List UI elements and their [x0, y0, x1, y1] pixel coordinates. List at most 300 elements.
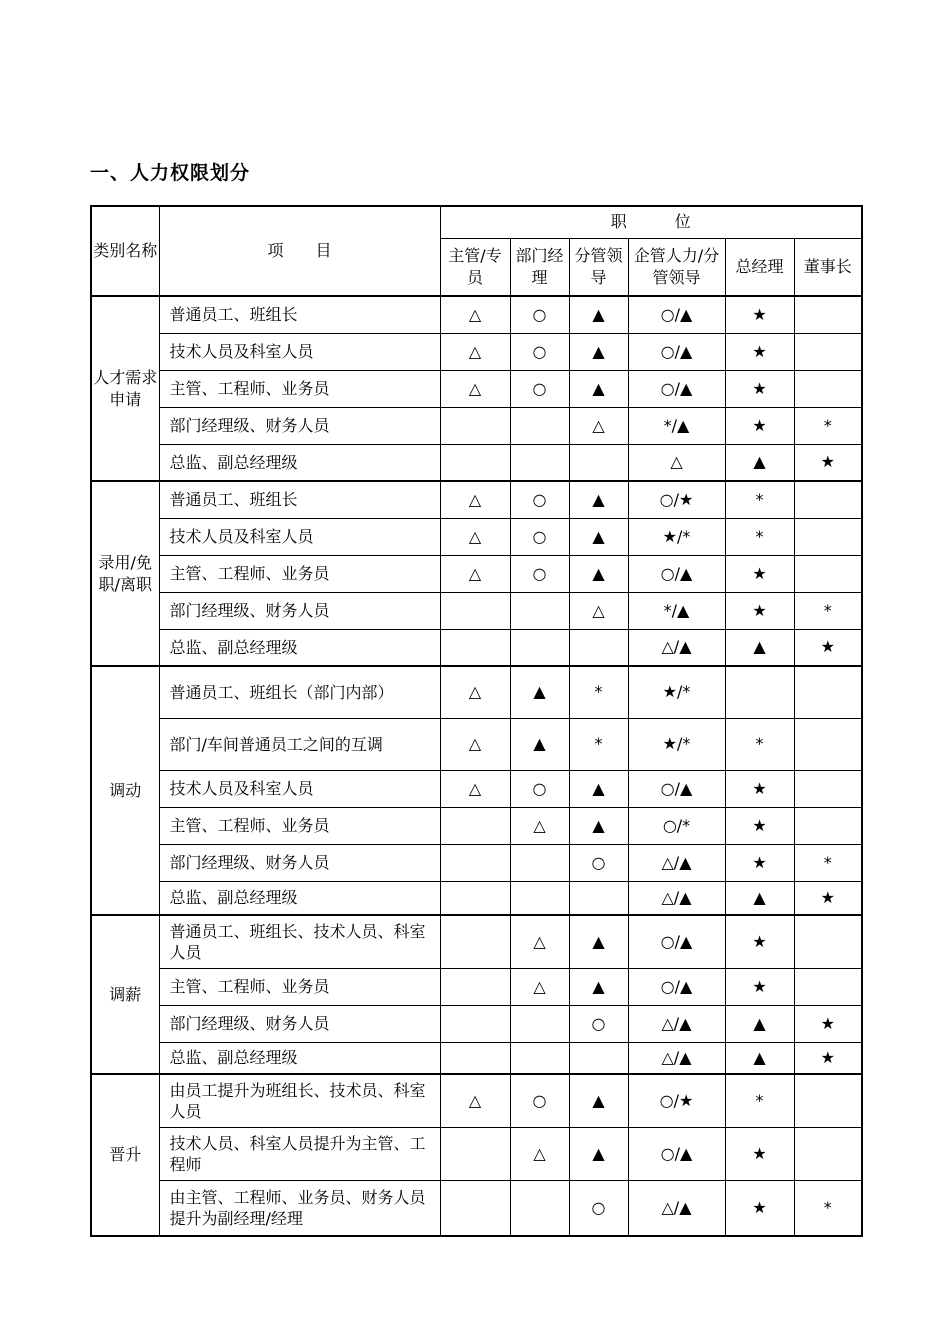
cell-division-leader	[569, 518, 628, 555]
cell-general-manager	[725, 296, 794, 333]
header-position-3	[569, 238, 628, 296]
cell-general-manager	[725, 881, 794, 915]
item-label: 技术人员及科室人员	[169, 779, 314, 798]
cell-general-manager	[725, 666, 794, 718]
item-cell	[159, 481, 440, 518]
item-label: 由员工提升为班组长、技术员、科室人员	[169, 1080, 426, 1121]
cell-chairman	[794, 770, 862, 807]
table-row	[91, 666, 862, 718]
cell-chairman	[794, 629, 862, 666]
category-label: 人才需求申请	[93, 367, 158, 409]
cell-general-manager	[725, 844, 794, 881]
cell-dept-manager	[510, 770, 569, 807]
authority-symbol: ▲	[753, 887, 766, 907]
authority-symbol: ○	[591, 852, 606, 872]
authority-symbol: *	[755, 1090, 764, 1110]
authority-symbol: *	[823, 1197, 832, 1217]
authority-symbol: ▲	[592, 341, 605, 361]
authority-symbol: ▲	[592, 526, 605, 546]
authority-symbol: ★	[752, 931, 767, 951]
authority-symbol: ○/▲	[660, 378, 693, 398]
cell-admin-hr-leader	[628, 915, 725, 968]
cell-general-manager	[725, 444, 794, 481]
item-cell	[159, 881, 440, 915]
authority-symbol: ★	[752, 378, 767, 398]
cell-division-leader	[569, 333, 628, 370]
authority-symbol: ○	[532, 563, 547, 583]
cell-dept-manager	[510, 555, 569, 592]
item-cell	[159, 718, 440, 770]
cell-admin-hr-leader	[628, 1042, 725, 1074]
cell-chairman	[794, 333, 862, 370]
cell-division-leader	[569, 770, 628, 807]
cell-division-leader	[569, 296, 628, 333]
header-position-6	[794, 238, 862, 296]
authority-symbol: ★/*	[662, 682, 691, 702]
cell-general-manager	[725, 592, 794, 629]
authority-symbol: ○	[532, 778, 547, 798]
cell-chairman	[794, 807, 862, 844]
cell-admin-hr-leader	[628, 481, 725, 518]
table-row	[91, 915, 862, 968]
cell-general-manager	[725, 370, 794, 407]
cell-admin-hr-leader	[628, 1180, 725, 1236]
item-label: 部门经理级、财务人员	[169, 416, 330, 435]
authority-symbol: ○/▲	[660, 778, 693, 798]
item-cell	[159, 1180, 440, 1236]
authority-symbol: ★	[752, 815, 767, 835]
cell-supervisor	[440, 968, 510, 1005]
cell-general-manager	[725, 1005, 794, 1042]
authority-symbol: *	[755, 734, 764, 753]
authority-symbol: △	[670, 452, 683, 472]
header-item	[159, 206, 440, 296]
authority-symbol: △	[592, 600, 605, 620]
authority-symbol: △	[468, 734, 482, 753]
authority-symbol: ○/▲	[660, 1143, 693, 1163]
cell-division-leader	[569, 555, 628, 592]
authority-symbol: ▲	[753, 637, 766, 657]
item-label: 总监、副总经理级	[169, 1048, 298, 1068]
cell-division-leader	[569, 718, 628, 770]
authority-symbol: ★	[820, 1013, 835, 1033]
cell-supervisor	[440, 629, 510, 666]
cell-admin-hr-leader	[628, 296, 725, 333]
authority-symbol: △	[468, 304, 482, 324]
cell-dept-manager	[510, 481, 569, 518]
authority-symbol: ★/*	[662, 526, 691, 546]
authority-symbol: *	[755, 489, 764, 509]
cell-division-leader	[569, 407, 628, 444]
authority-symbol: ★	[752, 1197, 767, 1217]
cell-dept-manager	[510, 881, 569, 915]
authority-symbol: *	[823, 415, 832, 435]
cell-admin-hr-leader	[628, 518, 725, 555]
authority-symbol: ▲	[592, 563, 605, 583]
cell-chairman	[794, 881, 862, 915]
item-label: 总监、副总经理级	[169, 637, 298, 657]
authority-symbol: △	[468, 341, 482, 361]
cell-general-manager	[725, 718, 794, 770]
cell-general-manager	[725, 915, 794, 968]
item-cell	[159, 407, 440, 444]
authority-symbol: △	[468, 489, 482, 509]
item-label: 普通员工、班组长	[169, 490, 298, 510]
authority-symbol: △/▲	[661, 852, 692, 872]
cell-division-leader	[569, 629, 628, 666]
authority-symbol: ○	[532, 304, 547, 324]
table-row	[91, 770, 862, 807]
cell-general-manager	[725, 1127, 794, 1180]
cell-chairman	[794, 296, 862, 333]
cell-dept-manager	[510, 1074, 569, 1127]
cell-supervisor	[440, 1074, 510, 1127]
cell-supervisor	[440, 915, 510, 968]
authority-symbol: ★	[820, 887, 835, 907]
authority-symbol: △/▲	[661, 1047, 692, 1067]
cell-general-manager	[725, 629, 794, 666]
table-row	[91, 555, 862, 592]
item-cell	[159, 1074, 440, 1127]
cell-general-manager	[725, 1180, 794, 1236]
header-position-5	[725, 238, 794, 296]
cell-dept-manager	[510, 807, 569, 844]
cell-general-manager	[725, 1042, 794, 1074]
cell-admin-hr-leader	[628, 629, 725, 666]
header-category	[91, 206, 159, 296]
item-cell	[159, 844, 440, 881]
cell-division-leader	[569, 968, 628, 1005]
cell-admin-hr-leader	[628, 333, 725, 370]
header-position-label: 企管人力/分管领导	[633, 245, 720, 287]
header-position-label: 总经理	[735, 256, 784, 276]
authority-symbol: */▲	[663, 415, 690, 435]
authority-symbol: ★	[820, 637, 835, 657]
item-label: 技术人员及科室人员	[169, 527, 314, 546]
authority-symbol: ▲	[533, 682, 546, 702]
cell-admin-hr-leader	[628, 1074, 725, 1127]
group-promotion-category	[91, 1074, 159, 1236]
header-item-label: 项 目	[267, 241, 332, 260]
cell-admin-hr-leader	[628, 1005, 725, 1042]
cell-dept-manager	[510, 518, 569, 555]
cell-chairman	[794, 968, 862, 1005]
item-label: 部门经理级、财务人员	[169, 601, 330, 620]
header-position-label: 部门经理	[515, 245, 564, 287]
authority-symbol: ▲	[592, 931, 605, 951]
item-label: 主管、工程师、业务员	[169, 816, 330, 835]
authority-symbol: ★	[752, 563, 767, 583]
authority-symbol: ○/★	[659, 1090, 694, 1110]
item-cell	[159, 629, 440, 666]
table-row	[91, 844, 862, 881]
header-position-label: 分管领导	[574, 245, 623, 287]
cell-division-leader	[569, 844, 628, 881]
cell-dept-manager	[510, 444, 569, 481]
authority-symbol: ★/*	[662, 734, 691, 753]
header-position-group	[440, 206, 862, 238]
authority-symbol: ○	[532, 1090, 547, 1110]
cell-general-manager	[725, 770, 794, 807]
authority-symbol: *	[823, 600, 832, 620]
cell-division-leader	[569, 1127, 628, 1180]
authority-symbol: ▲	[592, 304, 605, 324]
authority-table	[90, 205, 863, 1237]
cell-dept-manager	[510, 629, 569, 666]
group-salary-category	[91, 915, 159, 1074]
authority-symbol: ★	[752, 304, 767, 324]
authority-symbol: ○/*	[662, 815, 691, 835]
authority-symbol: ★	[752, 1143, 767, 1163]
category-label: 调薪	[109, 984, 142, 1004]
cell-supervisor	[440, 770, 510, 807]
authority-symbol: ▲	[533, 734, 546, 753]
cell-dept-manager	[510, 915, 569, 968]
cell-admin-hr-leader	[628, 718, 725, 770]
header-position-label: 董事长	[803, 256, 852, 276]
authority-symbol: ○/▲	[660, 563, 693, 583]
cell-general-manager	[725, 968, 794, 1005]
header-position-4	[628, 238, 725, 296]
cell-dept-manager	[510, 592, 569, 629]
cell-general-manager	[725, 807, 794, 844]
cell-supervisor	[440, 881, 510, 915]
authority-symbol: *	[594, 682, 603, 702]
cell-dept-manager	[510, 370, 569, 407]
authority-symbol: ○	[591, 1197, 606, 1217]
cell-supervisor	[440, 518, 510, 555]
cell-chairman	[794, 592, 862, 629]
authority-symbol: *	[755, 526, 764, 546]
authority-symbol: ★	[752, 976, 767, 996]
header-position-2	[510, 238, 569, 296]
authority-symbol: ○/▲	[660, 976, 693, 996]
authority-symbol: ★	[752, 852, 767, 872]
cell-chairman	[794, 666, 862, 718]
authority-symbol: △	[468, 526, 482, 546]
table-row	[91, 296, 862, 333]
item-cell	[159, 370, 440, 407]
cell-admin-hr-leader	[628, 881, 725, 915]
item-cell	[159, 518, 440, 555]
item-label: 普通员工、班组长	[169, 305, 298, 325]
authority-symbol: ★	[752, 341, 767, 361]
item-cell	[159, 333, 440, 370]
cell-dept-manager	[510, 844, 569, 881]
cell-admin-hr-leader	[628, 844, 725, 881]
cell-supervisor	[440, 592, 510, 629]
item-cell	[159, 592, 440, 629]
authority-symbol: △	[468, 1090, 482, 1110]
header-position-group-label: 职 位	[610, 212, 691, 232]
authority-symbol: △	[533, 815, 546, 835]
authority-symbol: ★	[752, 415, 767, 435]
cell-chairman	[794, 1074, 862, 1127]
cell-division-leader	[569, 666, 628, 718]
item-cell	[159, 915, 440, 968]
table-row	[91, 881, 862, 915]
table-row	[91, 1074, 862, 1127]
authority-symbol: ▲	[753, 1013, 766, 1033]
authority-symbol: ▲	[592, 1090, 605, 1110]
cell-supervisor	[440, 666, 510, 718]
cell-admin-hr-leader	[628, 370, 725, 407]
item-cell	[159, 1127, 440, 1180]
authority-symbol: ○	[532, 378, 547, 398]
table-row	[91, 333, 862, 370]
authority-symbol: ★	[752, 600, 767, 620]
cell-dept-manager	[510, 1180, 569, 1236]
cell-supervisor	[440, 296, 510, 333]
cell-supervisor	[440, 1005, 510, 1042]
cell-chairman	[794, 718, 862, 770]
cell-supervisor	[440, 555, 510, 592]
cell-supervisor	[440, 1127, 510, 1180]
cell-division-leader	[569, 370, 628, 407]
header-position-label: 主管/专员	[448, 245, 502, 287]
authority-symbol: ★	[752, 778, 767, 798]
cell-general-manager	[725, 1074, 794, 1127]
authority-symbol: ○/▲	[660, 341, 693, 361]
item-cell	[159, 555, 440, 592]
item-cell	[159, 444, 440, 481]
authority-symbol: ○	[532, 526, 547, 546]
table-row	[91, 1180, 862, 1236]
item-label: 主管、工程师、业务员	[169, 564, 330, 583]
cell-supervisor	[440, 481, 510, 518]
cell-admin-hr-leader	[628, 444, 725, 481]
cell-dept-manager	[510, 666, 569, 718]
table-row	[91, 1127, 862, 1180]
authority-symbol: △	[468, 778, 482, 798]
item-cell	[159, 296, 440, 333]
cell-dept-manager	[510, 1005, 569, 1042]
cell-chairman	[794, 518, 862, 555]
authority-symbol: ▲	[592, 976, 605, 996]
cell-division-leader	[569, 1042, 628, 1074]
table-row	[91, 370, 862, 407]
cell-supervisor	[440, 844, 510, 881]
item-cell	[159, 968, 440, 1005]
authority-symbol: △	[533, 1143, 546, 1163]
authority-symbol: ○	[591, 1013, 606, 1033]
cell-division-leader	[569, 1074, 628, 1127]
cell-chairman	[794, 370, 862, 407]
cell-dept-manager	[510, 333, 569, 370]
authority-symbol: ★	[820, 452, 835, 472]
item-cell	[159, 1005, 440, 1042]
cell-general-manager	[725, 555, 794, 592]
authority-symbol: △/▲	[661, 637, 692, 657]
cell-general-manager	[725, 333, 794, 370]
authority-symbol: △/▲	[661, 887, 692, 907]
cell-chairman	[794, 1042, 862, 1074]
authority-symbol: ▲	[592, 378, 605, 398]
item-label: 由主管、工程师、业务员、财务人员提升为副经理/经理	[169, 1187, 426, 1228]
table-row	[91, 807, 862, 844]
cell-supervisor	[440, 1042, 510, 1074]
item-cell	[159, 1042, 440, 1074]
cell-chairman	[794, 481, 862, 518]
authority-symbol: ○	[532, 489, 547, 509]
cell-division-leader	[569, 807, 628, 844]
table-row	[91, 718, 862, 770]
item-label: 总监、副总经理级	[169, 452, 298, 472]
table-row	[91, 444, 862, 481]
cell-dept-manager	[510, 407, 569, 444]
authority-symbol: ▲	[592, 1143, 605, 1163]
cell-chairman	[794, 555, 862, 592]
cell-chairman	[794, 444, 862, 481]
item-label: 技术人员及科室人员	[169, 342, 314, 361]
table-row	[91, 968, 862, 1005]
authority-symbol: △/▲	[661, 1013, 692, 1033]
authority-symbol: ▲	[753, 452, 766, 472]
item-label: 主管、工程师、业务员	[169, 379, 330, 398]
table-row	[91, 1042, 862, 1074]
item-label: 普通员工、班组长、技术人员、科室人员	[169, 921, 426, 962]
cell-dept-manager	[510, 968, 569, 1005]
authority-symbol: △	[533, 976, 546, 996]
authority-symbol: △	[468, 682, 482, 702]
table-row	[91, 407, 862, 444]
authority-symbol: ★	[820, 1047, 835, 1067]
header-row-1	[91, 206, 862, 238]
cell-supervisor	[440, 333, 510, 370]
cell-supervisor	[440, 407, 510, 444]
cell-dept-manager	[510, 296, 569, 333]
cell-supervisor	[440, 807, 510, 844]
authority-symbol: ○/▲	[660, 931, 693, 951]
authority-symbol: △	[533, 931, 546, 951]
category-label: 调动	[109, 780, 142, 800]
cell-chairman	[794, 1005, 862, 1042]
table-row	[91, 592, 862, 629]
cell-division-leader	[569, 915, 628, 968]
cell-chairman	[794, 1127, 862, 1180]
cell-admin-hr-leader	[628, 770, 725, 807]
authority-symbol: *	[594, 734, 603, 753]
cell-division-leader	[569, 881, 628, 915]
category-label: 晋升	[109, 1145, 142, 1164]
authority-symbol: ▲	[592, 815, 605, 835]
cell-general-manager	[725, 407, 794, 444]
cell-supervisor	[440, 1180, 510, 1236]
table-row	[91, 1005, 862, 1042]
authority-symbol: ▲	[592, 778, 605, 798]
item-label: 部门经理级、财务人员	[169, 1014, 330, 1033]
authority-symbol: ○/▲	[660, 304, 693, 324]
item-label: 主管、工程师、业务员	[169, 977, 330, 996]
item-label: 技术人员、科室人员提升为主管、工程师	[169, 1133, 426, 1174]
cell-general-manager	[725, 518, 794, 555]
cell-dept-manager	[510, 718, 569, 770]
section-title: 一、人力权限划分	[90, 162, 251, 184]
cell-admin-hr-leader	[628, 1127, 725, 1180]
item-cell	[159, 666, 440, 718]
cell-dept-manager	[510, 1042, 569, 1074]
cell-admin-hr-leader	[628, 592, 725, 629]
cell-admin-hr-leader	[628, 407, 725, 444]
cell-chairman	[794, 407, 862, 444]
cell-chairman	[794, 1180, 862, 1236]
header-category-label: 类别名称	[93, 241, 158, 260]
cell-chairman	[794, 844, 862, 881]
cell-division-leader	[569, 481, 628, 518]
table-row	[91, 518, 862, 555]
item-cell	[159, 807, 440, 844]
cell-supervisor	[440, 444, 510, 481]
